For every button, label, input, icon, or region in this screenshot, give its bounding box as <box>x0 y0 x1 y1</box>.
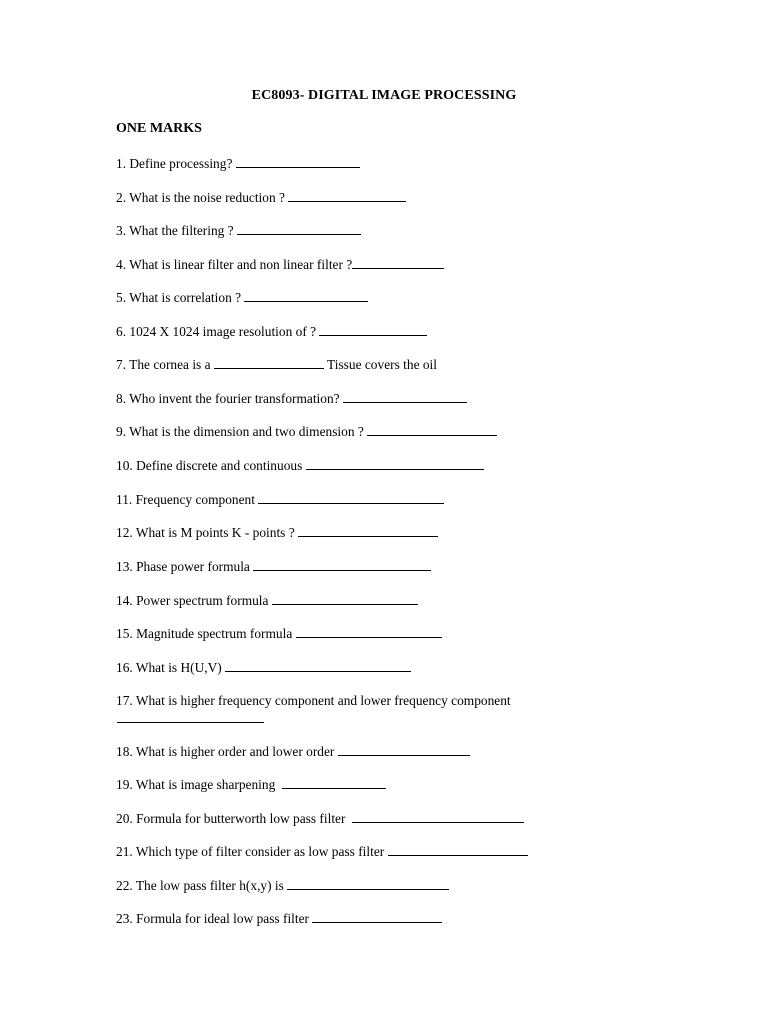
question-4: 4. What is linear filter and non linear filter ? <box>116 256 444 273</box>
question-22: 22. The low pass filter h(x,y) is <box>116 877 449 894</box>
answer-blank <box>258 491 444 504</box>
question-13: 13. Phase power formula <box>116 558 431 575</box>
question-21: 21. Which type of filter consider as low pass filter <box>116 843 528 860</box>
question-2: 2. What is the noise reduction ? <box>116 189 406 206</box>
question-7: 7. The cornea is a Tissue covers the oil <box>116 357 438 372</box>
answer-blank <box>306 457 484 470</box>
question-9: 9. What is the dimension and two dimension ? <box>116 423 497 440</box>
answer-blank <box>352 810 524 823</box>
question-18: 18. What is higher order and lower order <box>116 743 470 760</box>
answer-blank <box>272 592 418 605</box>
question-3: 3. What the filtering ? <box>116 222 361 239</box>
question-11: 11. Frequency component <box>116 491 444 508</box>
answer-blank <box>298 524 438 537</box>
answer-blank <box>388 843 528 856</box>
answer-blank <box>338 743 470 756</box>
answer-blank <box>367 423 497 436</box>
question-10: 10. Define discrete and continuous <box>116 457 484 474</box>
answer-blank <box>225 659 411 672</box>
answer-blank <box>117 722 264 723</box>
question-5: 5. What is correlation ? <box>116 289 368 306</box>
answer-blank <box>237 222 361 235</box>
answer-blank <box>312 910 442 923</box>
answer-blank <box>282 776 386 789</box>
question-17: 17. What is higher frequency component and lower frequency component <box>116 693 511 708</box>
document-title: EC8093- DIGITAL IMAGE PROCESSING <box>251 88 517 103</box>
answer-blank <box>319 323 427 336</box>
section-heading: ONE MARKS <box>116 121 202 136</box>
question-8: 8. Who invent the fourier transformation? <box>116 390 467 407</box>
question-1: 1. Define processing? <box>116 155 360 172</box>
question-19: 19. What is image sharpening <box>116 776 386 793</box>
question-15: 15. Magnitude spectrum formula <box>116 625 442 642</box>
answer-blank <box>214 356 324 369</box>
question-23: 23. Formula for ideal low pass filter <box>116 910 442 927</box>
question-6: 6. 1024 X 1024 image resolution of ? <box>116 323 427 340</box>
question-16: 16. What is H(U,V) <box>116 659 411 676</box>
answer-blank <box>352 256 444 269</box>
question-12: 12. What is M points K - points ? <box>116 524 438 541</box>
answer-blank <box>244 289 368 302</box>
answer-blank <box>343 390 467 403</box>
answer-blank <box>288 189 406 202</box>
answer-blank <box>287 877 449 890</box>
question-14: 14. Power spectrum formula <box>116 592 418 609</box>
answer-blank <box>253 558 431 571</box>
question-20: 20. Formula for butterworth low pass filter <box>116 810 524 827</box>
answer-blank <box>296 625 442 638</box>
answer-blank <box>236 155 360 168</box>
